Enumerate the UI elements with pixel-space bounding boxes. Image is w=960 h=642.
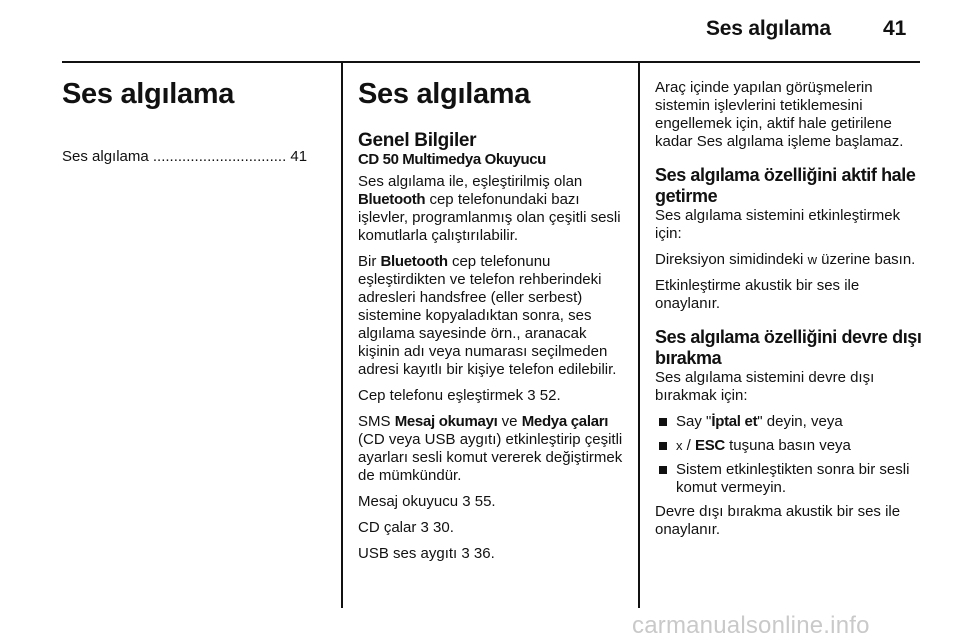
- toc-entry-dots: ................................: [148, 148, 291, 165]
- toc-column: [62, 78, 327, 166]
- bullet-square-icon: [659, 418, 667, 426]
- activate-step: Direksiyon simidindeki w üzerine basın.: [655, 251, 916, 268]
- section-title: Ses algılama: [358, 78, 531, 110]
- paragraph-prevent-trigger: Araç içinde yapılan görüşmelerin sistemin işlevlerini tetiklemesini engellemek için, aktif hale getirilene kadar Ses algılama işleme başlamaz.: [655, 79, 904, 150]
- activate-intro: Ses algılama sistemini etkinleştirmek için:: [655, 207, 901, 242]
- deactivate-confirm: Devre dışı bırakma akustik bir ses ile onaylanır.: [655, 503, 901, 538]
- ref-message-reader[interactable]: Mesaj okuyucu 3 55.: [358, 493, 496, 510]
- paragraph-sms-media: SMS Mesaj okumayı ve Medya çaları (CD veya USB aygıtı) etkinleştirip çeşitli ayarları sesli komut vererek değiştirmek de mümkündür.: [358, 413, 623, 484]
- page-ref-link: 3 52.: [527, 387, 561, 404]
- paragraph-intro: Ses algılama ile, eşleştirilmiş olan Bluetooth cep telefonundaki bazı işlevler, programlanmış olan çeşitli sesli komutlarla çalıştırılabilir.: [358, 173, 621, 244]
- deactivate-heading: Ses algılama özelliğini devre dışı bırakma: [655, 327, 922, 368]
- subtitle-general-info: Genel Bilgiler: [358, 130, 477, 151]
- toc-entry[interactable]: [62, 148, 327, 166]
- device-heading: CD 50 Multimedya Okuyucu: [358, 151, 546, 168]
- header-rule: [62, 61, 920, 63]
- bullet-press-esc: x / ESC tuşuna basın veya: [655, 437, 923, 455]
- column-divider-right: [638, 63, 640, 608]
- activate-confirm: Etkinleştirme akustik bir ses ile onaylanır.: [655, 277, 860, 312]
- bullet-no-command: Sistem etkinleştikten sonra bir sesli komut vermeyin.: [655, 461, 923, 497]
- toc-entry-page: 41: [290, 148, 308, 165]
- watermark: carmanualsonline.info: [632, 612, 870, 639]
- voice-button-icon: w: [807, 252, 817, 267]
- right-column: [655, 79, 923, 547]
- bullet-say-cancel: Say "İptal et" deyin, veya: [655, 413, 923, 431]
- column-divider-left: [341, 63, 343, 608]
- ref-cd-player[interactable]: CD çalar 3 30.: [358, 519, 454, 536]
- bullet-square-icon: [659, 466, 667, 474]
- ref-usb-audio[interactable]: USB ses aygıtı 3 36.: [358, 545, 495, 562]
- activate-heading: Ses algılama özelliğini aktif hale getirme: [655, 165, 916, 206]
- page-ref-link: 3 36.: [461, 545, 495, 562]
- page-ref-link: 3 55.: [462, 493, 496, 510]
- page-number: 41: [883, 17, 907, 40]
- bullet-square-icon: [659, 442, 667, 450]
- page-header-title: Ses algılama: [706, 17, 831, 40]
- toc-title: Ses algılama: [62, 78, 235, 110]
- ref-pairing[interactable]: Cep telefonu eşleştirmek 3 52.: [358, 387, 561, 404]
- page-ref-link: 3 30.: [420, 519, 454, 536]
- phone-button-icon: x: [676, 438, 683, 453]
- paragraph-handsfree: Bir Bluetooth cep telefonunu eşleştirdikten ve telefon rehberindeki adresleri handsfree (eller serbest) sistemine kopyaladıktan sonra, ses algılama sayesinde örn., aranacak kişinin adı veya numarası seçilmeden adresi kayıtlı bir kişiye telefon edilebilir.: [358, 253, 617, 378]
- toc-entry-label: Ses algılama: [62, 148, 149, 165]
- middle-column: [358, 78, 626, 571]
- deactivate-intro: Ses algılama sistemini devre dışı bırakmak için:: [655, 369, 875, 404]
